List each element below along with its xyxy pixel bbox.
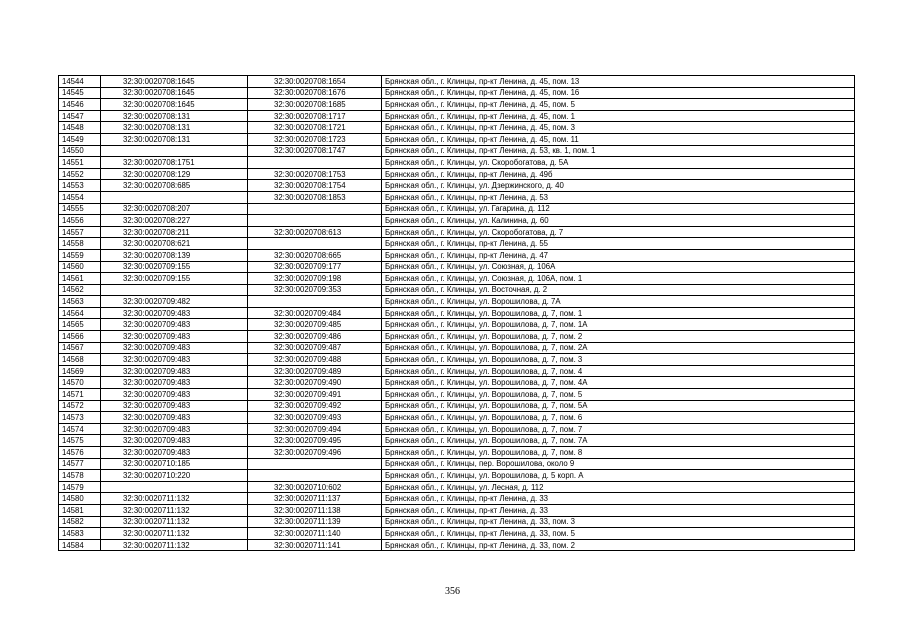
address-cell: Брянская обл., г. Клинцы, ул. Ворошилова, д. 7, пом. 3 [382, 354, 855, 366]
row-number-cell: 14577 [59, 458, 101, 470]
object-cadastral-number-cell: 32:30:0020709:487 [248, 342, 382, 354]
address-cell: Брянская обл., г. Клинцы, ул. Ворошилова, д. 7, пом. 5А [382, 400, 855, 412]
object-cadastral-number-cell [248, 458, 382, 470]
object-cadastral-number-cell: 32:30:0020709:492 [248, 400, 382, 412]
address-cell: Брянская обл., г. Клинцы, пр-кт Ленина, д. 33, пом. 3 [382, 516, 855, 528]
row-number-cell: 14579 [59, 481, 101, 493]
row-number-cell: 14582 [59, 516, 101, 528]
row-number-cell: 14560 [59, 261, 101, 273]
parcel-cadastral-number-cell: 32:30:0020708:1645 [101, 87, 248, 99]
object-cadastral-number-cell: 32:30:0020709:495 [248, 435, 382, 447]
parcel-cadastral-number-cell [101, 191, 248, 203]
parcel-cadastral-number-cell [101, 481, 248, 493]
parcel-cadastral-number-cell: 32:30:0020710:185 [101, 458, 248, 470]
table-row [59, 133, 855, 145]
table-row [59, 354, 855, 366]
row-number-cell: 14561 [59, 273, 101, 285]
address-cell: Брянская обл., г. Клинцы, ул. Союзная, д. 106А [382, 261, 855, 273]
object-cadastral-number-cell: 32:30:0020709:486 [248, 331, 382, 343]
table-row [59, 110, 855, 122]
parcel-cadastral-number-cell: 32:30:0020709:155 [101, 261, 248, 273]
parcel-cadastral-number-cell: 32:30:0020711:132 [101, 493, 248, 505]
table-row [59, 191, 855, 203]
address-cell: Брянская обл., г. Клинцы, ул. Ворошилова, д. 7, пом. 4А [382, 377, 855, 389]
address-cell: Брянская обл., г. Клинцы, пр-кт Ленина, д. 45, пом. 13 [382, 76, 855, 88]
parcel-cadastral-number-cell: 32:30:0020708:129 [101, 168, 248, 180]
table-row [59, 481, 855, 493]
row-number-cell: 14575 [59, 435, 101, 447]
row-number-cell: 14581 [59, 504, 101, 516]
row-number-cell: 14544 [59, 76, 101, 88]
page-number: 356 [445, 586, 460, 597]
table-row [59, 423, 855, 435]
address-cell: Брянская обл., г. Клинцы, ул. Ворошилова, д. 7, пом. 5 [382, 389, 855, 401]
table-row [59, 435, 855, 447]
address-cell: Брянская обл., г. Клинцы, пр-кт Ленина, д. 45, пом. 11 [382, 133, 855, 145]
table-row [59, 458, 855, 470]
object-cadastral-number-cell: 32:30:0020711:138 [248, 504, 382, 516]
table-row [59, 493, 855, 505]
address-cell: Брянская обл., г. Клинцы, пр-кт Ленина, д. 45, пом. 5 [382, 99, 855, 111]
address-cell: Брянская обл., г. Клинцы, ул. Ворошилова, д. 7, пом. 4 [382, 365, 855, 377]
address-cell: Брянская обл., г. Клинцы, ул. Восточная, д. 2 [382, 284, 855, 296]
table-row [59, 226, 855, 238]
row-number-cell: 14567 [59, 342, 101, 354]
address-cell: Брянская обл., г. Клинцы, ул. Ворошилова, д. 7, пом. 7 [382, 423, 855, 435]
address-cell: Брянская обл., г. Клинцы, ул. Ворошилова, д. 7, пом. 7А [382, 435, 855, 447]
parcel-cadastral-number-cell: 32:30:0020708:207 [101, 203, 248, 215]
row-number-cell: 14554 [59, 191, 101, 203]
object-cadastral-number-cell: 32:30:0020709:489 [248, 365, 382, 377]
table-row [59, 168, 855, 180]
parcel-cadastral-number-cell: 32:30:0020708:227 [101, 215, 248, 227]
row-number-cell: 14558 [59, 238, 101, 250]
object-cadastral-number-cell: 32:30:0020709:493 [248, 412, 382, 424]
address-cell: Брянская обл., г. Клинцы, ул. Ворошилова, д. 7, пом. 8 [382, 447, 855, 459]
parcel-cadastral-number-cell: 32:30:0020708:131 [101, 110, 248, 122]
registry-table-body [59, 76, 855, 551]
table-row [59, 122, 855, 134]
row-number-cell: 14553 [59, 180, 101, 192]
parcel-cadastral-number-cell: 32:30:0020710:220 [101, 470, 248, 482]
object-cadastral-number-cell: 32:30:0020710:602 [248, 481, 382, 493]
row-number-cell: 14571 [59, 389, 101, 401]
object-cadastral-number-cell: 32:30:0020711:139 [248, 516, 382, 528]
row-number-cell: 14550 [59, 145, 101, 157]
object-cadastral-number-cell: 32:30:0020708:1654 [248, 76, 382, 88]
object-cadastral-number-cell [248, 296, 382, 308]
parcel-cadastral-number-cell: 32:30:0020711:132 [101, 539, 248, 551]
object-cadastral-number-cell: 32:30:0020708:1676 [248, 87, 382, 99]
object-cadastral-number-cell: 32:30:0020708:1717 [248, 110, 382, 122]
table-row [59, 377, 855, 389]
address-cell: Брянская обл., г. Клинцы, ул. Ворошилова, д. 7, пом. 1 [382, 307, 855, 319]
address-cell: Брянская обл., г. Клинцы, пр-кт Ленина, д. 47 [382, 249, 855, 261]
address-cell: Брянская обл., г. Клинцы, ул. Ворошилова, д. 7, пом. 1А [382, 319, 855, 331]
table-row [59, 400, 855, 412]
row-number-cell: 14559 [59, 249, 101, 261]
address-cell: Брянская обл., г. Клинцы, пр-кт Ленина, д. 33, пом. 2 [382, 539, 855, 551]
parcel-cadastral-number-cell: 32:30:0020708:139 [101, 249, 248, 261]
parcel-cadastral-number-cell: 32:30:0020708:211 [101, 226, 248, 238]
table-row [59, 180, 855, 192]
table-row [59, 284, 855, 296]
parcel-cadastral-number-cell: 32:30:0020709:482 [101, 296, 248, 308]
object-cadastral-number-cell [248, 157, 382, 169]
parcel-cadastral-number-cell: 32:30:0020708:131 [101, 122, 248, 134]
object-cadastral-number-cell: 32:30:0020708:1754 [248, 180, 382, 192]
table-row [59, 157, 855, 169]
table-row [59, 504, 855, 516]
parcel-cadastral-number-cell: 32:30:0020709:483 [101, 331, 248, 343]
row-number-cell: 14549 [59, 133, 101, 145]
table-row [59, 516, 855, 528]
address-cell: Брянская обл., г. Клинцы, ул. Ворошилова, д. 7, пом. 6 [382, 412, 855, 424]
row-number-cell: 14583 [59, 528, 101, 540]
object-cadastral-number-cell: 32:30:0020708:1721 [248, 122, 382, 134]
address-cell: Брянская обл., г. Клинцы, пр-кт Ленина, д. 53 [382, 191, 855, 203]
row-number-cell: 14545 [59, 87, 101, 99]
address-cell: Брянская обл., г. Клинцы, пр-кт Ленина, д. 45, пом. 3 [382, 122, 855, 134]
object-cadastral-number-cell: 32:30:0020709:484 [248, 307, 382, 319]
table-row [59, 296, 855, 308]
parcel-cadastral-number-cell: 32:30:0020708:1645 [101, 99, 248, 111]
object-cadastral-number-cell: 32:30:0020708:1747 [248, 145, 382, 157]
address-cell: Брянская обл., г. Клинцы, пр-кт Ленина, д. 33 [382, 504, 855, 516]
address-cell: Брянская обл., г. Клинцы, пр-кт Ленина, д. 33 [382, 493, 855, 505]
object-cadastral-number-cell: 32:30:0020709:177 [248, 261, 382, 273]
address-cell: Брянская обл., г. Клинцы, ул. Союзная, д. 106А, пом. 1 [382, 273, 855, 285]
address-cell: Брянская обл., г. Клинцы, ул. Скоробогатова, д. 5А [382, 157, 855, 169]
table-row [59, 307, 855, 319]
parcel-cadastral-number-cell: 32:30:0020708:685 [101, 180, 248, 192]
row-number-cell: 14573 [59, 412, 101, 424]
parcel-cadastral-number-cell: 32:30:0020708:1751 [101, 157, 248, 169]
row-number-cell: 14556 [59, 215, 101, 227]
row-number-cell: 14565 [59, 319, 101, 331]
address-cell: Брянская обл., г. Клинцы, пр-кт Ленина, д. 49б [382, 168, 855, 180]
table-row [59, 273, 855, 285]
table-row [59, 319, 855, 331]
parcel-cadastral-number-cell: 32:30:0020709:483 [101, 400, 248, 412]
table-row [59, 238, 855, 250]
parcel-cadastral-number-cell: 32:30:0020709:483 [101, 377, 248, 389]
row-number-cell: 14555 [59, 203, 101, 215]
parcel-cadastral-number-cell: 32:30:0020709:483 [101, 342, 248, 354]
object-cadastral-number-cell: 32:30:0020709:490 [248, 377, 382, 389]
table-row [59, 99, 855, 111]
address-cell: Брянская обл., г. Клинцы, ул. Лесная, д. 112 [382, 481, 855, 493]
row-number-cell: 14557 [59, 226, 101, 238]
object-cadastral-number-cell: 32:30:0020709:491 [248, 389, 382, 401]
object-cadastral-number-cell: 32:30:0020709:353 [248, 284, 382, 296]
parcel-cadastral-number-cell: 32:30:0020709:155 [101, 273, 248, 285]
object-cadastral-number-cell: 32:30:0020708:1685 [248, 99, 382, 111]
object-cadastral-number-cell: 32:30:0020708:1853 [248, 191, 382, 203]
address-cell: Брянская обл., г. Клинцы, ул. Ворошилова, д. 7, пом. 2А [382, 342, 855, 354]
table-row [59, 203, 855, 215]
address-cell: Брянская обл., г. Клинцы, ул. Скоробогатова, д. 7 [382, 226, 855, 238]
table-row [59, 412, 855, 424]
address-cell: Брянская обл., г. Клинцы, пр-кт Ленина, д. 45, пом. 1 [382, 110, 855, 122]
parcel-cadastral-number-cell: 32:30:0020708:1645 [101, 76, 248, 88]
table-row [59, 87, 855, 99]
row-number-cell: 14572 [59, 400, 101, 412]
table-row [59, 261, 855, 273]
parcel-cadastral-number-cell: 32:30:0020709:483 [101, 435, 248, 447]
table-row [59, 447, 855, 459]
parcel-cadastral-number-cell: 32:30:0020709:483 [101, 307, 248, 319]
row-number-cell: 14578 [59, 470, 101, 482]
address-cell: Брянская обл., г. Клинцы, ул. Гагарина, д. 112 [382, 203, 855, 215]
parcel-cadastral-number-cell: 32:30:0020711:132 [101, 528, 248, 540]
row-number-cell: 14570 [59, 377, 101, 389]
address-cell: Брянская обл., г. Клинцы, пер. Ворошилова, около 9 [382, 458, 855, 470]
table-row [59, 331, 855, 343]
table-row [59, 528, 855, 540]
row-number-cell: 14548 [59, 122, 101, 134]
object-cadastral-number-cell: 32:30:0020709:198 [248, 273, 382, 285]
parcel-cadastral-number-cell: 32:30:0020709:483 [101, 365, 248, 377]
parcel-cadastral-number-cell [101, 284, 248, 296]
row-number-cell: 14563 [59, 296, 101, 308]
parcel-cadastral-number-cell: 32:30:0020708:131 [101, 133, 248, 145]
object-cadastral-number-cell: 32:30:0020711:140 [248, 528, 382, 540]
object-cadastral-number-cell: 32:30:0020708:665 [248, 249, 382, 261]
parcel-cadastral-number-cell [101, 145, 248, 157]
object-cadastral-number-cell: 32:30:0020709:496 [248, 447, 382, 459]
object-cadastral-number-cell: 32:30:0020709:488 [248, 354, 382, 366]
address-cell: Брянская обл., г. Клинцы, ул. Ворошилова, д. 7А [382, 296, 855, 308]
address-cell: Брянская обл., г. Клинцы, ул. Ворошилова, д. 7, пом. 2 [382, 331, 855, 343]
row-number-cell: 14547 [59, 110, 101, 122]
table-row [59, 215, 855, 227]
table-row [59, 539, 855, 551]
row-number-cell: 14564 [59, 307, 101, 319]
parcel-cadastral-number-cell: 32:30:0020709:483 [101, 423, 248, 435]
parcel-cadastral-number-cell: 32:30:0020709:483 [101, 412, 248, 424]
table-row [59, 470, 855, 482]
table-row [59, 145, 855, 157]
object-cadastral-number-cell: 32:30:0020711:141 [248, 539, 382, 551]
table-row [59, 389, 855, 401]
registry-table [58, 75, 855, 551]
row-number-cell: 14546 [59, 99, 101, 111]
parcel-cadastral-number-cell: 32:30:0020709:483 [101, 319, 248, 331]
parcel-cadastral-number-cell: 32:30:0020711:132 [101, 504, 248, 516]
object-cadastral-number-cell [248, 470, 382, 482]
object-cadastral-number-cell: 32:30:0020709:485 [248, 319, 382, 331]
object-cadastral-number-cell: 32:30:0020708:613 [248, 226, 382, 238]
address-cell: Брянская обл., г. Клинцы, ул. Дзержинского, д. 40 [382, 180, 855, 192]
parcel-cadastral-number-cell: 32:30:0020709:483 [101, 389, 248, 401]
object-cadastral-number-cell: 32:30:0020711:137 [248, 493, 382, 505]
address-cell: Брянская обл., г. Клинцы, ул. Калинина, д. 60 [382, 215, 855, 227]
table-row [59, 365, 855, 377]
address-cell: Брянская обл., г. Клинцы, пр-кт Ленина, д. 55 [382, 238, 855, 250]
parcel-cadastral-number-cell: 32:30:0020709:483 [101, 354, 248, 366]
object-cadastral-number-cell: 32:30:0020708:1723 [248, 133, 382, 145]
object-cadastral-number-cell [248, 238, 382, 250]
object-cadastral-number-cell: 32:30:0020708:1753 [248, 168, 382, 180]
row-number-cell: 14584 [59, 539, 101, 551]
parcel-cadastral-number-cell: 32:30:0020709:483 [101, 447, 248, 459]
row-number-cell: 14551 [59, 157, 101, 169]
object-cadastral-number-cell [248, 215, 382, 227]
address-cell: Брянская обл., г. Клинцы, пр-кт Ленина, д. 53, кв. 1, пом. 1 [382, 145, 855, 157]
row-number-cell: 14580 [59, 493, 101, 505]
parcel-cadastral-number-cell: 32:30:0020711:132 [101, 516, 248, 528]
row-number-cell: 14562 [59, 284, 101, 296]
table-row [59, 249, 855, 261]
row-number-cell: 14574 [59, 423, 101, 435]
address-cell: Брянская обл., г. Клинцы, пр-кт Ленина, д. 45, пом. 16 [382, 87, 855, 99]
table-row [59, 76, 855, 88]
row-number-cell: 14552 [59, 168, 101, 180]
address-cell: Брянская обл., г. Клинцы, пр-кт Ленина, д. 33, пом. 5 [382, 528, 855, 540]
row-number-cell: 14576 [59, 447, 101, 459]
row-number-cell: 14569 [59, 365, 101, 377]
object-cadastral-number-cell [248, 203, 382, 215]
table-row [59, 342, 855, 354]
address-cell: Брянская обл., г. Клинцы, ул. Ворошилова, д. 5 корп. А [382, 470, 855, 482]
parcel-cadastral-number-cell: 32:30:0020708:621 [101, 238, 248, 250]
object-cadastral-number-cell: 32:30:0020709:494 [248, 423, 382, 435]
row-number-cell: 14568 [59, 354, 101, 366]
row-number-cell: 14566 [59, 331, 101, 343]
